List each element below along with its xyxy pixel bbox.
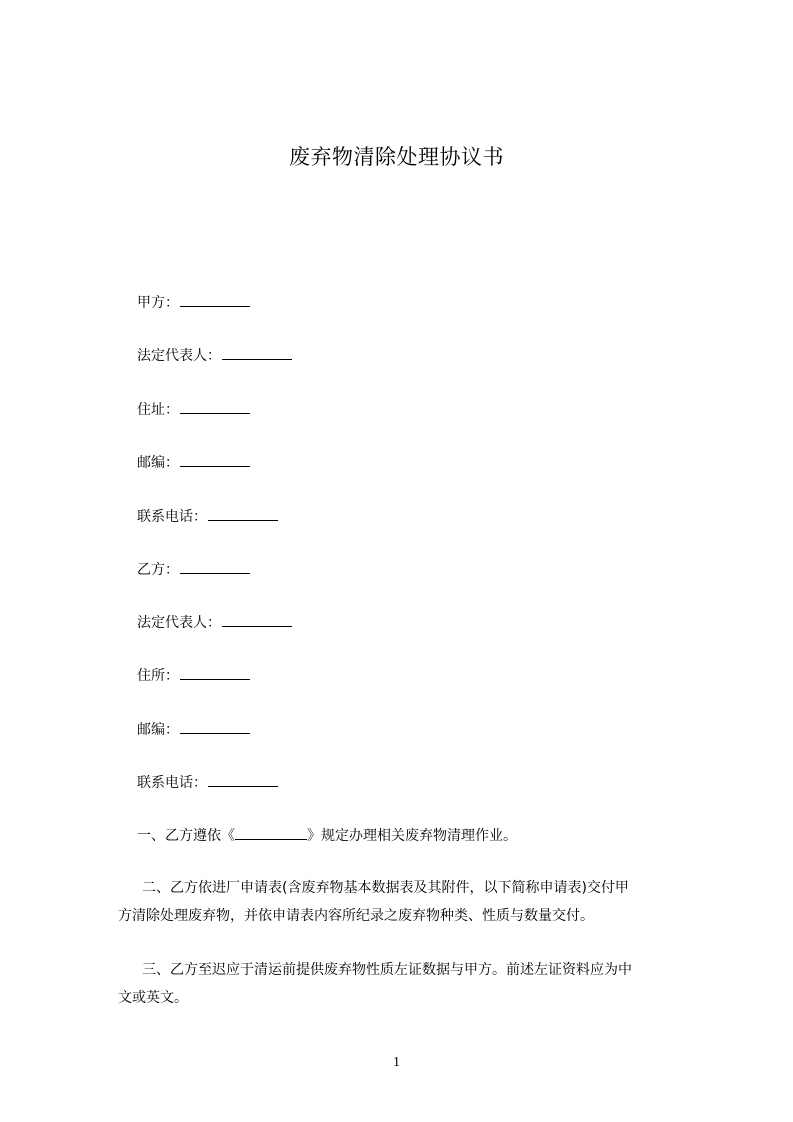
page-number: 1 [393,1055,400,1070]
party-b-representative-field [137,612,292,633]
party-b-phone-field [137,772,278,793]
clause-1-prefix: 一、乙方遵依《 [137,828,235,844]
party-a-address-label: 住址： [137,402,179,418]
party-b-label: 乙方： [137,562,179,578]
clause-3 [118,956,720,1012]
party-b-postcode-blank [180,719,250,734]
party-a-representative-blank [222,345,292,360]
party-a-blank [180,292,250,307]
party-a-postcode-blank [180,452,250,467]
party-a-representative-field [137,345,292,366]
clause-2-line-2: 方清除处理废弃物，并依申请表内容所纪录之废弃物种类、性质与数量交付。 [118,908,594,924]
party-b-phone-blank [208,772,278,787]
party-a-phone-label: 联系电话： [137,509,207,525]
party-b-representative-blank [222,612,292,627]
party-b-address-blank [180,665,250,680]
party-a-postcode-field [137,452,250,473]
party-a-address-field [137,399,250,420]
party-b-phone-label: 联系电话： [137,775,207,791]
clause-1-suffix: 》规定办理相关废弃物清理作业。 [307,828,517,844]
party-a-phone-blank [208,506,278,521]
clause-2-line-1: 二、乙方依进厂申请表(含废弃物基本数据表及其附件，以下简称申请表)交付甲 [142,880,629,896]
document-title: 废弃物清除处理协议书 [289,145,504,169]
party-b-postcode-label: 邮编： [137,722,179,738]
party-b-postcode-field [137,719,250,740]
party-a-phone-field [137,506,278,527]
party-a-label: 甲方： [137,295,179,311]
clause-3-line-2: 文或英文。 [118,990,188,1006]
party-b-address-label: 住所： [137,668,179,684]
clause-1 [137,822,715,850]
party-b-representative-label: 法定代表人： [137,615,221,631]
party-a-postcode-label: 邮编： [137,455,179,471]
party-b-field [137,559,250,580]
party-a-address-blank [180,399,250,414]
clause-2 [118,874,720,930]
party-b-address-field [137,665,250,686]
clause-3-line-1: 三、乙方至迟应于清运前提供废弃物性质左证数据与甲方。前述左证资料应为中 [142,962,632,978]
party-a-representative-label: 法定代表人： [137,348,221,364]
party-b-blank [180,559,250,574]
clause-1-blank [235,825,307,840]
party-a-field [137,292,250,313]
